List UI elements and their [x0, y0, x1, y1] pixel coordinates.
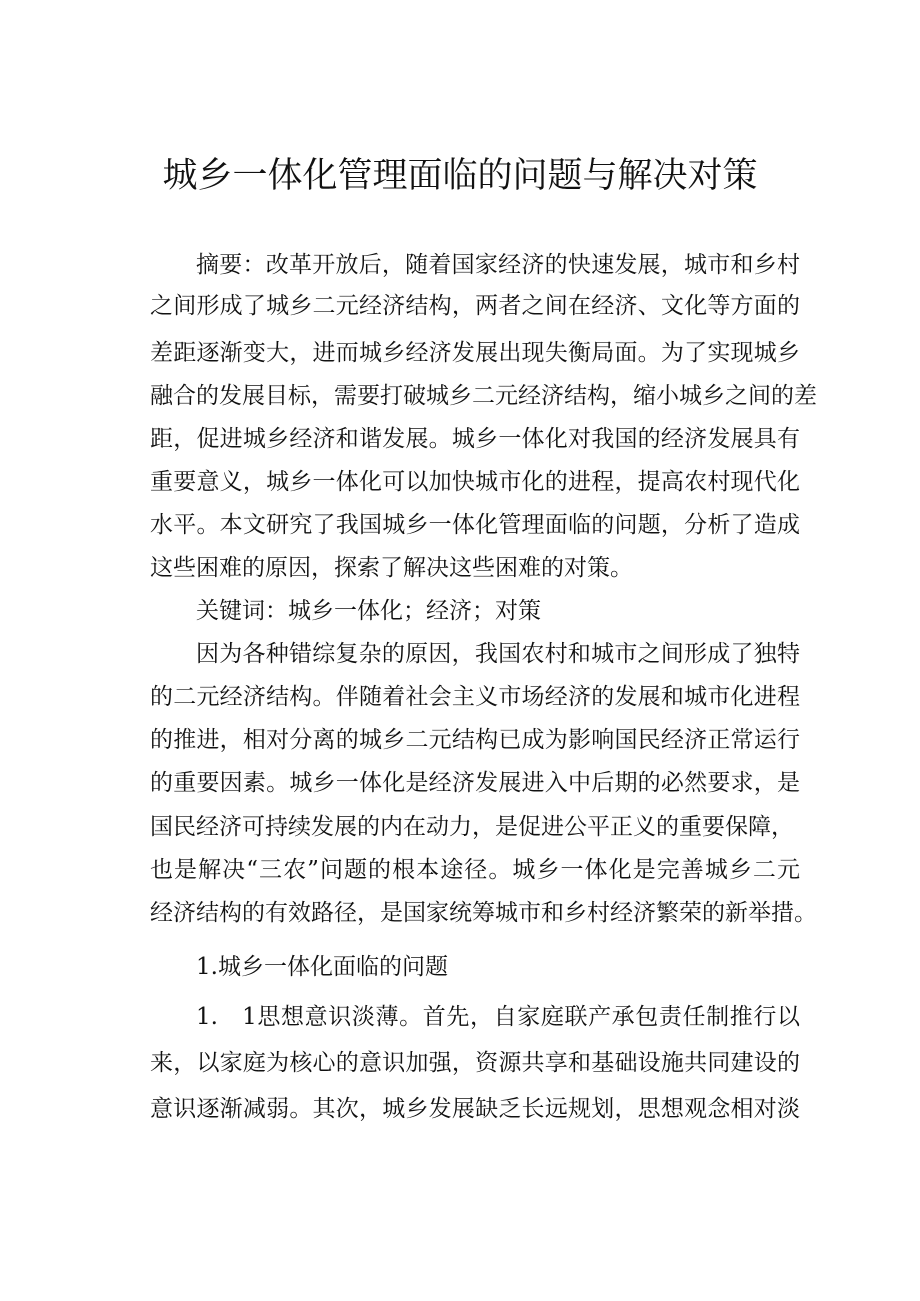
intro-line: 的二元经济结构。伴随着社会主义市场经济的发展和城市化进程: [150, 684, 800, 710]
intro-line: 也是解决“三农”问题的根本途径。城乡一体化是完善城乡二元: [150, 857, 800, 883]
subsection-line: 意识逐渐减弱。其次，城乡发展缺乏长远规划，思想观念相对淡: [150, 1096, 800, 1122]
keywords-line: 关键词：城乡一体化；经济；对策: [196, 598, 541, 624]
intro-line: 的重要因素。城乡一体化是经济发展进入中后期的必然要求，是: [150, 770, 800, 796]
abstract-line: 摘要：改革开放后，随着国家经济的快速发展，城市和乡村: [196, 252, 800, 278]
abstract-line: 差距逐渐变大，进而城乡经济发展出现失衡局面。为了实现城乡: [150, 340, 800, 366]
intro-line: 经济结构的有效路径，是国家统筹城市和乡村经济繁荣的新举措。: [150, 900, 817, 926]
abstract-line: 之间形成了城乡二元经济结构，两者之间在经济、文化等方面的: [150, 293, 800, 319]
abstract-line: 重要意义，城乡一体化可以加快城市化的进程，提高农村现代化: [150, 469, 800, 495]
intro-line: 国民经济可持续发展的内在动力，是促进公平正义的重要保障，: [150, 814, 794, 840]
section-heading: 1.城乡一体化面临的问题: [196, 954, 448, 980]
subsection-line: 1. 1思想意识淡薄。首先，自家庭联产承包责任制推行以: [196, 1004, 800, 1030]
abstract-line: 距，促进城乡经济和谐发展。城乡一体化对我国的经济发展具有: [150, 426, 800, 452]
subsection-line: 来，以家庭为核心的意识加强，资源共享和基础设施共同建设的: [150, 1050, 800, 1076]
intro-line: 的推进，相对分离的城乡二元结构已成为影响国民经济正常运行: [150, 727, 800, 753]
abstract-line: 融合的发展目标，需要打破城乡二元经济结构，缩小城乡之间的差: [150, 383, 817, 409]
abstract-line: 水平。本文研究了我国城乡一体化管理面临的问题，分析了造成: [150, 512, 800, 538]
abstract-line: 这些困难的原因，探索了解决这些困难的对策。: [150, 555, 633, 581]
document-title: 城乡一体化管理面临的问题与解决对策: [162, 156, 758, 196]
intro-line: 因为各种错综复杂的原因，我国农村和城市之间形成了独特: [196, 641, 800, 667]
